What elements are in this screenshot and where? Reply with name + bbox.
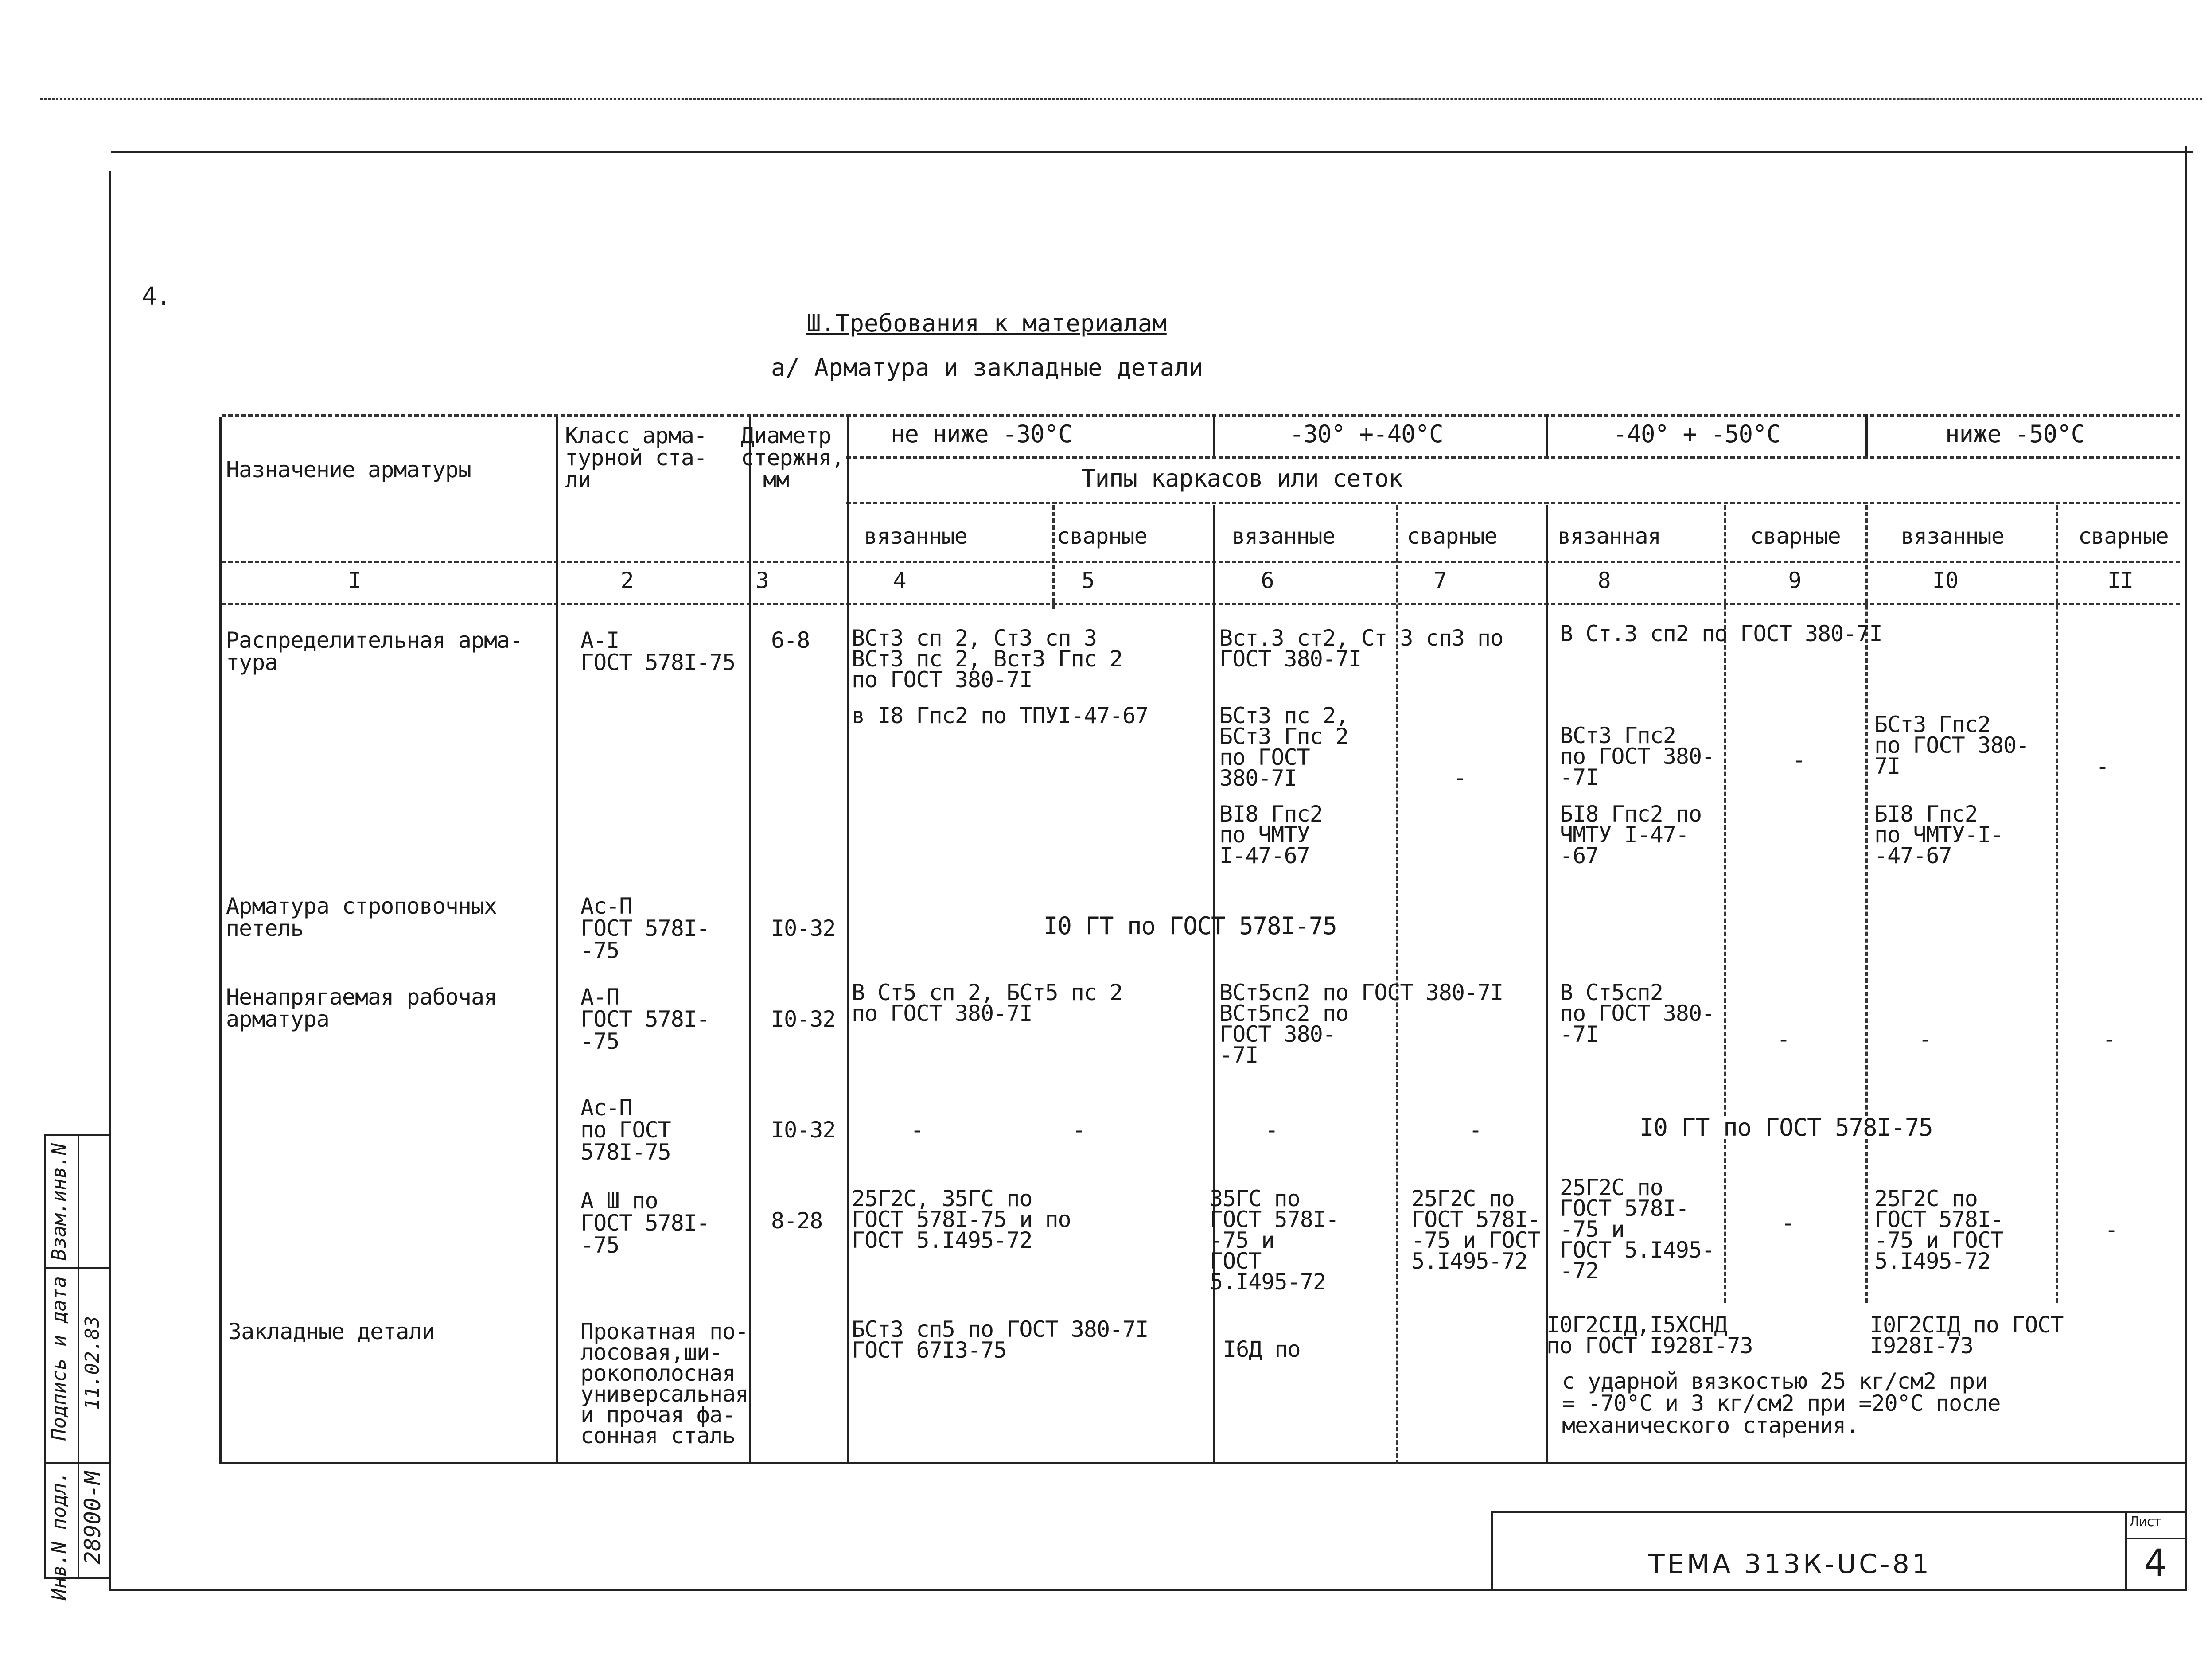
header-temp-1: не ниже -30°С: [891, 420, 1072, 448]
header-temp-3: -40° + -50°С: [1613, 420, 1781, 448]
r5-c7-3: -75 и ГОСТ: [1411, 1227, 1541, 1253]
r5-c4-2: ГОСТ 578I-75 и по: [852, 1207, 1071, 1232]
r5-c8-3: -75 и: [1560, 1216, 1624, 1242]
r5-c8-4: ГОСТ 5.I495-: [1560, 1237, 1715, 1263]
r5-dia: 8-28: [771, 1208, 823, 1234]
r1-c6b-2: БСт3 Гпс 2: [1219, 724, 1349, 749]
header-col2-line2: турной ста-: [565, 445, 707, 471]
page-number-top: 4.: [142, 282, 171, 311]
r5-c10-1: 25Г2С по: [1874, 1186, 1978, 1211]
stamp-inv-number: 28900-М: [80, 1471, 105, 1565]
r6-c10-1: I0Г2СIД по ГОСТ: [1870, 1312, 2064, 1338]
r1-c8a: В Ст.3 сп2 по ГОСТ 380-7I: [1560, 621, 1882, 646]
col-number-5: 5: [1081, 568, 1094, 593]
r6-c4-1: БСт3 сп5 по ГОСТ 380-7I: [852, 1316, 1149, 1342]
header-sub-5: сварные: [1057, 523, 1147, 549]
r6-cls-4: универсальная: [580, 1381, 748, 1407]
r1-cls-1: А-I: [580, 627, 619, 653]
r4-c6: -: [1265, 1117, 1278, 1143]
r6-c4-2: ГОСТ 67I3-75: [852, 1337, 1007, 1363]
stamp-replace-label: Взам.инв.N: [48, 1143, 70, 1261]
r6-c10-2: I928I-73: [1870, 1333, 1973, 1359]
num-row-top-dash: [222, 561, 2180, 563]
frame-right: [2185, 146, 2187, 1591]
r1-c11: -: [2096, 754, 2109, 779]
r3-c9: -: [1777, 1026, 1790, 1052]
temp-row-dash: [846, 456, 2180, 459]
r5-c4-3: ГОСТ 5.I495-72: [852, 1227, 1032, 1253]
r3-c4-2: по ГОСТ 380-7I: [852, 1001, 1032, 1026]
col-number-1: I: [348, 568, 361, 593]
stamp-inv-label: Инв.N подл.: [48, 1471, 70, 1601]
sheet-number: 4: [2144, 1541, 2167, 1585]
col-number-4: 4: [893, 568, 906, 593]
header-col3-line1: Диаметр: [741, 423, 831, 448]
col-number-9: 9: [1788, 568, 1801, 593]
r3-c11: -: [2103, 1026, 2116, 1052]
table-bottom: [219, 1462, 2187, 1464]
col-number-6: 6: [1261, 568, 1274, 593]
r3-c6-1: ВСт5сп2 по ГОСТ 380-7I: [1219, 980, 1503, 1005]
header-sub-11: сварные: [2078, 523, 2169, 549]
r3-c8-2: по ГОСТ 380-: [1560, 1001, 1715, 1026]
r6-cls-2: лосовая,ши-: [580, 1340, 723, 1365]
r3-c6-3: ГОСТ 380-: [1219, 1021, 1336, 1047]
r1-c8b-1: ВСт3 Гпс2: [1560, 723, 1676, 748]
r4-cls-3: 578I-75: [580, 1139, 671, 1165]
r3-dia: I0-32: [771, 1006, 836, 1032]
table-top-dash: [222, 414, 2180, 417]
col-number-11: II: [2107, 568, 2134, 593]
r5-c10-3: -75 и ГОСТ: [1874, 1227, 2004, 1253]
r4-cls-2: по ГОСТ: [580, 1117, 671, 1143]
r6-note-2: = -70°С и 3 кг/см2 при =20°С после: [1562, 1390, 2001, 1416]
header-sub-9: сварные: [1750, 523, 1841, 549]
header-sub-4: вязанные: [864, 523, 967, 549]
r5-c6-5: 5.I495-72: [1210, 1269, 1326, 1295]
r3-cls-3: -75: [580, 1028, 619, 1054]
r6-c8-2: по ГОСТ I928I-73: [1546, 1333, 1753, 1359]
r3-c10: -: [1919, 1026, 1932, 1052]
r5-c11: -: [2105, 1217, 2118, 1242]
col-divider-10: [2056, 505, 2058, 1303]
r3-name-2: арматура: [226, 1006, 329, 1032]
r2-name-2: петель: [226, 915, 304, 941]
r1-c6a-1: Вст.3 ст2, Ст 3 сп3 по: [1219, 625, 1503, 651]
r2-cls-1: Ас-П: [580, 893, 632, 919]
r5-cls-3: -75: [580, 1232, 619, 1258]
col-number-10: I0: [1932, 568, 1959, 593]
r5-c9: -: [1781, 1210, 1795, 1236]
r3-cls-1: А-П: [580, 984, 619, 1010]
r1-c4b: в I8 Гпс2 по ТПУI-47-67: [852, 703, 1149, 728]
r1-c8b-2: по ГОСТ 380-: [1560, 744, 1715, 769]
stamp-left: [44, 1134, 46, 1577]
r3-cls-2: ГОСТ 578I-: [580, 1006, 710, 1032]
top-edge-dash: [40, 98, 2202, 100]
r1-c4a-3: по ГОСТ 380-7I: [852, 667, 1032, 693]
sheet-box-divider: [2125, 1538, 2187, 1539]
col-divider-4: [1052, 505, 1055, 609]
r5-c8-1: 25Г2С по: [1560, 1175, 1663, 1200]
sheet-label: Лист: [2129, 1514, 2161, 1530]
r5-c6-4: ГОСТ: [1210, 1248, 1262, 1274]
r1-c8b-3: -7I: [1560, 764, 1599, 790]
r1-c4a-1: ВСт3 сп 2, Ст3 сп 3: [852, 625, 1097, 651]
frame-left: [109, 171, 111, 1589]
col-number-8: 8: [1597, 568, 1611, 593]
r1-cls-2: ГОСТ 578I-75: [580, 650, 736, 675]
r2-name-1: Арматура строповочных: [226, 893, 497, 919]
r1-dia: 6-8: [771, 627, 810, 653]
r5-cls-1: А Ш по: [580, 1188, 658, 1214]
r4-c7: -: [1469, 1117, 1482, 1143]
subsection-title: а/ Арматура и закладные детали: [771, 354, 1203, 382]
num-row-bottom-dash: [222, 603, 2180, 605]
stamp-div2: [44, 1462, 109, 1464]
header-sub-6: вязанные: [1232, 523, 1335, 549]
header-temp-4: ниже -50°С: [1945, 420, 2085, 448]
r6-c8-1: I0Г2СIД,I5ХСНД: [1546, 1312, 1727, 1338]
stamp-mid: [78, 1134, 79, 1577]
r4-dia: I0-32: [771, 1117, 836, 1143]
r5-c8-2: ГОСТ 578I-: [1560, 1196, 1689, 1221]
r1-c10b-1: БI8 Гпс2: [1874, 801, 1978, 827]
section-title: Ш.Требования к материалам: [806, 309, 1167, 337]
r1-c7: -: [1453, 765, 1467, 791]
r6-cls-3: рокополосная: [580, 1360, 736, 1386]
r1-c6c-3: I-47-67: [1219, 843, 1310, 868]
r4-c4: -: [911, 1117, 924, 1143]
r3-c4-1: В Ст5 сп 2, БСт5 пс 2: [852, 980, 1123, 1005]
r3-c6-4: -7I: [1219, 1042, 1258, 1068]
r4-span: I0 ГТ по ГОСТ 578I-75: [1640, 1114, 1933, 1141]
col-divider-3: [847, 417, 849, 1464]
r3-name-1: Ненапрягаемая рабочая: [226, 984, 497, 1010]
r3-c8-1: В Ст5сп2: [1560, 980, 1663, 1005]
col-divider-1: [556, 417, 558, 1464]
sheet-box-left: [2125, 1511, 2127, 1591]
r1-c9: -: [1792, 747, 1806, 773]
r5-cls-2: ГОСТ 578I-: [580, 1210, 710, 1236]
stamp-sign-label: Подпись и дата: [48, 1276, 70, 1441]
title-block-text: ТЕМА 313К-UC-81: [1648, 1549, 1932, 1580]
col-number-2: 2: [620, 568, 634, 593]
header-sub-8: вязанная: [1558, 523, 1661, 549]
stamp-div1: [44, 1267, 109, 1269]
stamp-top: [44, 1134, 109, 1136]
r1-c10a-2: по ГОСТ 380-: [1874, 732, 2029, 758]
r5-c6-2: ГОСТ 578I-: [1210, 1207, 1339, 1232]
r5-c7-1: 25Г2С по: [1411, 1186, 1515, 1211]
r6-c6: I6Д по: [1223, 1336, 1301, 1362]
col-number-7: 7: [1433, 568, 1447, 593]
r1-c10a-1: БСт3 Гпс2: [1874, 712, 1990, 737]
r3-c8-3: -7I: [1560, 1021, 1599, 1047]
r5-c8-5: -72: [1560, 1258, 1599, 1284]
r6-note-1: с ударной вязкостью 25 кг/см2 при: [1562, 1368, 1988, 1394]
r1-c6c-2: по ЧМТУ: [1219, 822, 1310, 848]
r5-c10-2: ГОСТ 578I-: [1874, 1207, 2004, 1232]
col-divider-9: [1865, 414, 1868, 456]
r1-c4a-2: ВСт3 пс 2, Вст3 Гпс 2: [852, 646, 1123, 672]
r6-cls-6: сонная сталь: [580, 1423, 736, 1449]
r6-cls-5: и прочая фа-: [580, 1402, 736, 1428]
r5-c6-1: 35ГС по: [1210, 1186, 1300, 1211]
r6-cls-1: Прокатная по-: [580, 1319, 748, 1344]
r4-cls-1: Ас-П: [580, 1095, 632, 1121]
r3-c6-2: ВСт5пс2 по: [1219, 1001, 1349, 1026]
table-left: [219, 417, 222, 1464]
r1-name-2: тура: [226, 650, 278, 675]
header-temp-2: -30° +-40°С: [1289, 420, 1443, 448]
r4-c5: -: [1072, 1117, 1086, 1143]
r1-c6b-1: БСт3 пс 2,: [1219, 703, 1349, 728]
col-divider-7: [1546, 414, 1548, 456]
r5-c4-1: 25Г2С, 35ГС по: [852, 1186, 1032, 1211]
header-col2-line3: ли: [565, 467, 591, 493]
r1-c8c-1: БI8 Гпс2 по: [1560, 801, 1702, 827]
r5-c7-4: 5.I495-72: [1411, 1248, 1527, 1274]
r6-name: Закладные детали: [228, 1319, 435, 1344]
col-divider-5: [1213, 414, 1215, 456]
r1-c6b-4: 380-7I: [1219, 765, 1297, 791]
r1-name-1: Распределительная арма-: [226, 627, 523, 653]
r1-c8c-2: ЧМТУ I-47-: [1560, 822, 1689, 848]
header-types: Типы каркасов или сеток: [1081, 464, 1402, 492]
r1-c6a-2: ГОСТ 380-7I: [1219, 646, 1362, 672]
header-col3-line2: стержня,: [741, 445, 844, 471]
header-sub-7: сварные: [1407, 523, 1497, 549]
frame-bottom: [109, 1589, 2187, 1591]
r1-c10b-2: по ЧМТУ-I-: [1874, 822, 2004, 848]
r1-c6b-3: по ГОСТ: [1219, 744, 1310, 770]
header-sub-10: вязанные: [1901, 523, 2004, 549]
r2-cls-2: ГОСТ 578I-: [580, 915, 710, 941]
r5-c7-2: ГОСТ 578I-: [1411, 1207, 1541, 1232]
r1-c10b-3: -47-67: [1874, 843, 1952, 868]
title-block-left: [1491, 1511, 1493, 1591]
header-col1: Назначение арматуры: [226, 457, 471, 483]
r2-dia: I0-32: [771, 915, 836, 941]
r2-span: I0 ГТ по ГОСТ 578I-75: [1044, 912, 1337, 940]
frame-top: [111, 151, 2193, 153]
col-number-3: 3: [756, 568, 769, 593]
col-divider-5b: [1213, 505, 1215, 1464]
stamp-sign-date: 11.02.83: [81, 1316, 104, 1410]
header-col3-line3: мм: [763, 467, 789, 493]
r5-c6-3: -75 и: [1210, 1227, 1274, 1253]
r2-cls-3: -75: [580, 938, 619, 963]
r1-c6c-1: ВI8 Гпс2: [1219, 801, 1323, 827]
r1-c8c-3: -67: [1560, 843, 1599, 868]
header-col2-line1: Класс арма-: [565, 423, 707, 448]
title-block-top: [1491, 1511, 2187, 1513]
r6-note-3: механического старения.: [1562, 1413, 1859, 1438]
r1-c10a-3: 7I: [1874, 753, 1900, 779]
r5-c10-4: 5.I495-72: [1874, 1248, 1990, 1274]
types-row-dash: [846, 502, 2180, 504]
